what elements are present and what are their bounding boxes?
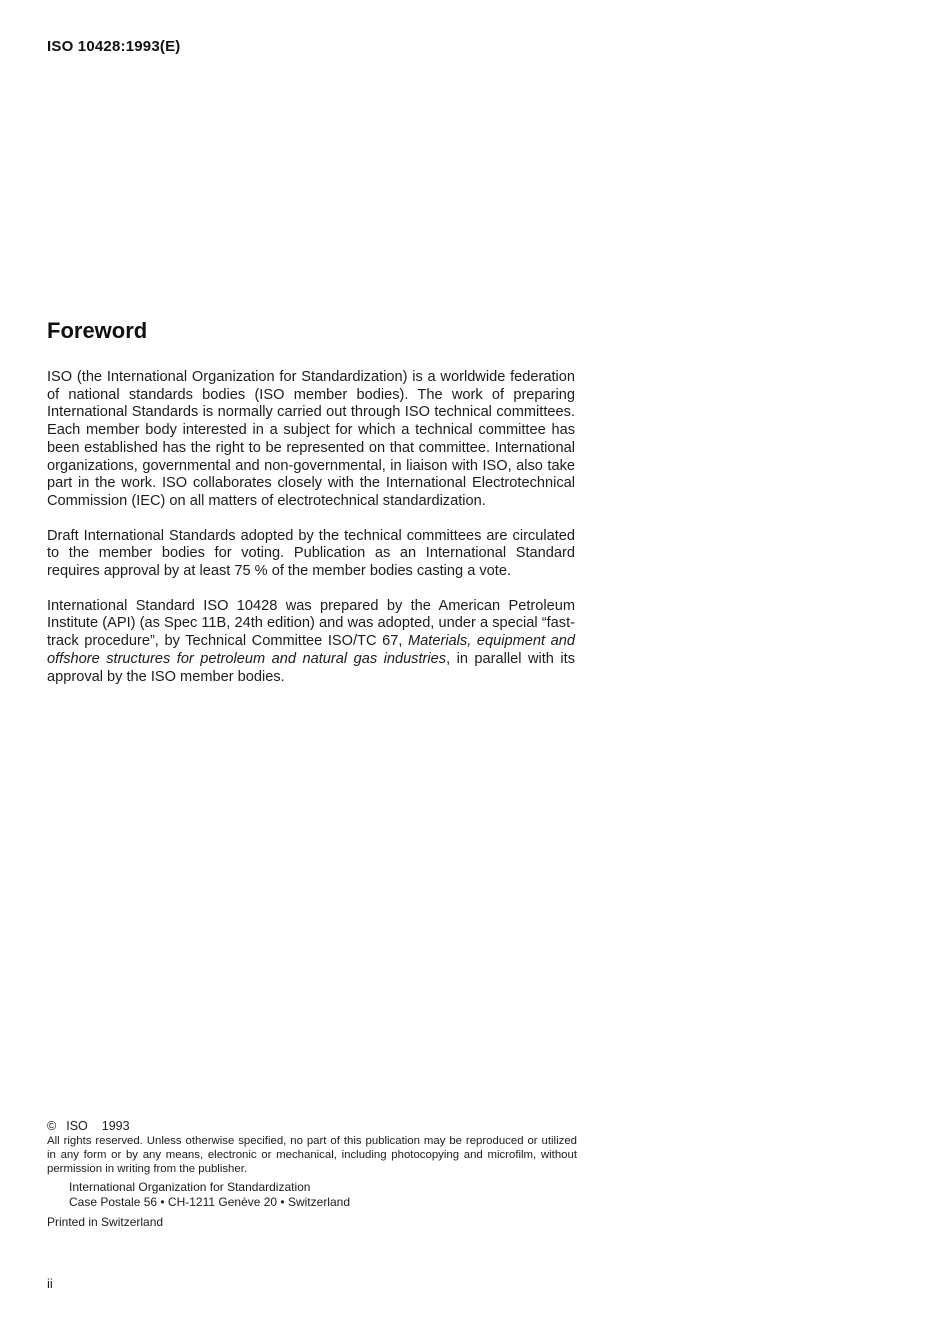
paragraph-drafts: Draft International Standards adopted by the technical committees are circulated to the member bodies for voting. Publication as an International Standard requires approval by at least 75 % of the member bodies casting a vote. [47, 527, 575, 580]
publisher-address [47, 1180, 577, 1210]
page-number: ii [47, 1276, 53, 1291]
foreword-body [47, 369, 575, 703]
section-title: Foreword [47, 318, 148, 343]
copyright-year: 1993 [101, 1119, 130, 1133]
committee-scope-italic: Materials, equipment and offshore structures for petroleum and natural gas industries [47, 633, 575, 667]
paragraph-preparation-end: , in parallel with its approval by the ISO member bodies. [47, 650, 575, 685]
copyright-symbol: © [47, 1119, 57, 1133]
copyright-org: ISO [66, 1119, 88, 1133]
copyright-block [47, 1119, 577, 1229]
document-id: ISO 10428:1993(E) [47, 38, 181, 55]
paragraph-preparation [47, 598, 575, 687]
printed-in: Printed in Switzerland [47, 1215, 164, 1229]
paragraph-preparation-start: International Standard ISO 10428 was prepared by the American Petroleum Institute (API) (as Spec 11B, 24th edition) and was adopted, under a special “fast-track procedure”, by Technical Committee ISO/TC 67, [47, 597, 575, 650]
copyright-line [47, 1119, 577, 1133]
address-line-1: International Organization for Standardization [69, 1180, 311, 1194]
rights-notice: All rights reserved. Unless otherwise specified, no part of this publication may be reproduced or utilized in any form or by any means, electronic or mechanical, including photocopying and microfilm, without permission in writing from the publisher. [47, 1135, 577, 1175]
address-line-2: Case Postale 56 • CH-1211 Genève 20 • Switzerland [69, 1195, 350, 1209]
paragraph-organization: ISO (the International Organization for Standardization) is a worldwide federation of national standards bodies (ISO member bodies). The work of preparing International Standards is normally carried out through ISO technical committees. Each member body interested in a subject for which a technical committee has been established has the right to be represented on that committee. International organizations, governmental and non-governmental, in liaison with ISO, also take part in the work. ISO collaborates closely with the International Electrotechnical Commission (IEC) on all matters of electrotechnical standardization. [47, 369, 575, 509]
